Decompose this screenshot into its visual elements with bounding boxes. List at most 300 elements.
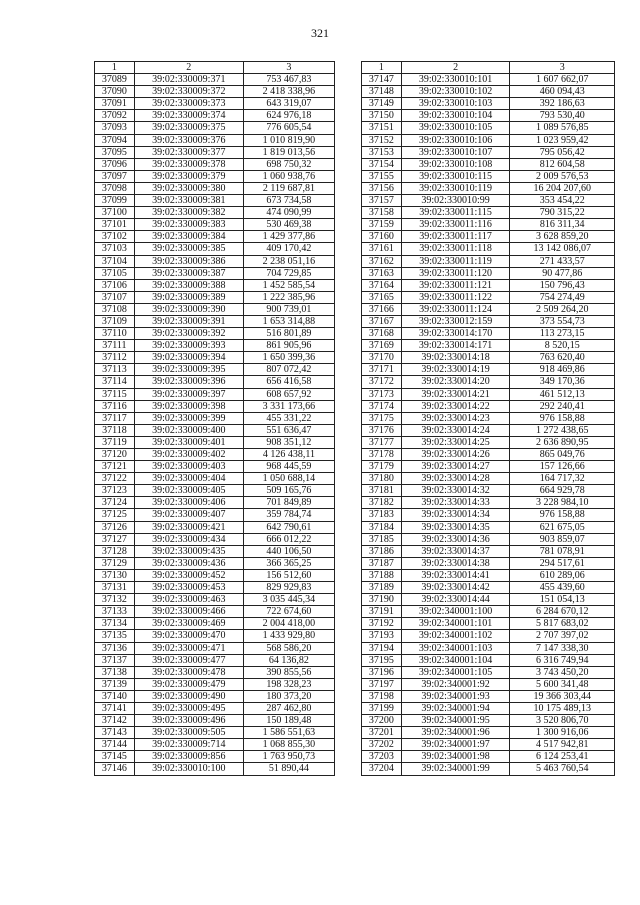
row-number-cell: 37136: [95, 642, 135, 654]
value-cell: 150 189,48: [243, 715, 334, 727]
value-cell: 5 600 341,48: [510, 678, 615, 690]
value-cell: 3 520 806,70: [510, 715, 615, 727]
cadastral-number-cell: 39:02:330009:407: [134, 509, 243, 521]
cadastral-number-cell: 39:02:330010:119: [401, 182, 510, 194]
cadastral-number-cell: 39:02:330010:104: [401, 110, 510, 122]
row-number-cell: 37109: [95, 315, 135, 327]
table-row: [95, 594, 335, 606]
value-cell: 698 750,32: [243, 158, 334, 170]
table-row: [95, 606, 335, 618]
value-cell: 13 142 086,07: [510, 243, 615, 255]
value-cell: 390 855,56: [243, 666, 334, 678]
cadastral-number-cell: 39:02:330014:41: [401, 569, 510, 581]
cadastral-number-cell: 39:02:330009:396: [134, 376, 243, 388]
table-row: [362, 582, 615, 594]
value-cell: 1 653 314,88: [243, 315, 334, 327]
cadastral-number-cell: 39:02:330014:27: [401, 461, 510, 473]
cadastral-number-cell: 39:02:330009:505: [134, 727, 243, 739]
value-cell: 776 605,54: [243, 122, 334, 134]
cadastral-number-cell: 39:02:330010:100: [134, 763, 243, 775]
table-row: [95, 630, 335, 642]
table-row: [362, 630, 615, 642]
row-number-cell: 37133: [95, 606, 135, 618]
row-number-cell: 37102: [95, 231, 135, 243]
cadastral-number-cell: 39:02:330014:25: [401, 436, 510, 448]
table-row: [362, 219, 615, 231]
cadastral-number-cell: 39:02:330009:466: [134, 606, 243, 618]
value-cell: 409 170,42: [243, 243, 334, 255]
row-number-cell: 37115: [95, 388, 135, 400]
cadastral-number-cell: 39:02:340001:102: [401, 630, 510, 642]
cadastral-number-cell: 39:02:330010:106: [401, 134, 510, 146]
cadastral-number-cell: 39:02:330009:403: [134, 461, 243, 473]
value-cell: 673 734,58: [243, 195, 334, 207]
cadastral-number-cell: 39:02:330010:99: [401, 195, 510, 207]
table-row: [362, 267, 615, 279]
row-number-cell: 37171: [362, 364, 402, 376]
row-number-cell: 37112: [95, 352, 135, 364]
column-header-2: 2: [134, 62, 243, 74]
cadastral-number-cell: 39:02:330009:490: [134, 690, 243, 702]
left-table-body: [95, 74, 335, 775]
right-table-body: [362, 74, 615, 775]
value-cell: 1 433 929,80: [243, 630, 334, 642]
table-header-row: [95, 62, 335, 74]
row-number-cell: 37114: [95, 376, 135, 388]
cadastral-number-cell: 39:02:330009:397: [134, 388, 243, 400]
table-row: [95, 715, 335, 727]
value-cell: 1 650 399,36: [243, 352, 334, 364]
value-cell: 1 452 585,54: [243, 279, 334, 291]
cadastral-number-cell: 39:02:330014:21: [401, 388, 510, 400]
value-cell: 461 512,13: [510, 388, 615, 400]
row-number-cell: 37099: [95, 195, 135, 207]
table-row: [95, 207, 335, 219]
cadastral-number-cell: 39:02:330009:496: [134, 715, 243, 727]
table-row: [95, 219, 335, 231]
row-number-cell: 37152: [362, 134, 402, 146]
value-cell: 807 072,42: [243, 364, 334, 376]
table-row: [95, 315, 335, 327]
cadastral-number-cell: 39:02:330014:23: [401, 412, 510, 424]
cadastral-number-cell: 39:02:330014:32: [401, 485, 510, 497]
row-number-cell: 37156: [362, 182, 402, 194]
cadastral-number-cell: 39:02:330009:405: [134, 485, 243, 497]
table-row: [95, 582, 335, 594]
cadastral-number-cell: 39:02:340001:97: [401, 739, 510, 751]
row-number-cell: 37121: [95, 461, 135, 473]
cadastral-number-cell: 39:02:330011:124: [401, 303, 510, 315]
row-number-cell: 37154: [362, 158, 402, 170]
value-cell: 903 859,07: [510, 533, 615, 545]
cadastral-number-cell: 39:02:330011:122: [401, 291, 510, 303]
table-row: [95, 412, 335, 424]
table-row: [95, 618, 335, 630]
row-number-cell: 37140: [95, 690, 135, 702]
row-number-cell: 37181: [362, 485, 402, 497]
row-number-cell: 37198: [362, 690, 402, 702]
value-cell: 2 119 687,81: [243, 182, 334, 194]
row-number-cell: 37147: [362, 74, 402, 86]
cadastral-number-cell: 39:02:330009:383: [134, 219, 243, 231]
value-cell: 918 469,86: [510, 364, 615, 376]
cadastral-number-cell: 39:02:330010:101: [401, 74, 510, 86]
row-number-cell: 37139: [95, 678, 135, 690]
row-number-cell: 37107: [95, 291, 135, 303]
table-row: [362, 739, 615, 751]
value-cell: 440 106,50: [243, 545, 334, 557]
value-cell: 753 467,83: [243, 74, 334, 86]
table-row: [95, 545, 335, 557]
value-cell: 164 717,32: [510, 473, 615, 485]
table-row: [362, 666, 615, 678]
cadastral-number-cell: 39:02:330009:385: [134, 243, 243, 255]
table-row: [95, 763, 335, 775]
value-cell: 763 620,40: [510, 352, 615, 364]
value-cell: 10 175 489,13: [510, 702, 615, 714]
value-cell: 1 607 662,07: [510, 74, 615, 86]
table-row: [362, 485, 615, 497]
value-cell: 455 331,22: [243, 412, 334, 424]
row-number-cell: 37169: [362, 340, 402, 352]
table-row: [95, 134, 335, 146]
cadastral-number-cell: 39:02:330009:479: [134, 678, 243, 690]
value-cell: 3 743 450,20: [510, 666, 615, 678]
table-row: [95, 666, 335, 678]
table-row: [362, 340, 615, 352]
row-number-cell: 37098: [95, 182, 135, 194]
value-cell: 156 512,60: [243, 569, 334, 581]
table-row: [362, 352, 615, 364]
row-number-cell: 37173: [362, 388, 402, 400]
table-row: [95, 751, 335, 763]
cadastral-number-cell: 39:02:330009:463: [134, 594, 243, 606]
value-cell: 292 240,41: [510, 400, 615, 412]
row-number-cell: 37135: [95, 630, 135, 642]
value-cell: 349 170,36: [510, 376, 615, 388]
table-row: [362, 255, 615, 267]
row-number-cell: 37131: [95, 582, 135, 594]
table-row: [362, 715, 615, 727]
value-cell: 1 763 950,73: [243, 751, 334, 763]
value-cell: 608 657,92: [243, 388, 334, 400]
cadastral-number-cell: 39:02:330009:376: [134, 134, 243, 146]
cadastral-number-cell: 39:02:330011:118: [401, 243, 510, 255]
cadastral-number-cell: 39:02:340001:98: [401, 751, 510, 763]
value-cell: 2 509 264,20: [510, 303, 615, 315]
row-number-cell: 37196: [362, 666, 402, 678]
value-cell: 1 023 959,42: [510, 134, 615, 146]
value-cell: 287 462,80: [243, 702, 334, 714]
table-row: [95, 376, 335, 388]
cadastral-number-cell: 39:02:330011:115: [401, 207, 510, 219]
row-number-cell: 37155: [362, 170, 402, 182]
row-number-cell: 37110: [95, 328, 135, 340]
table-row: [362, 195, 615, 207]
row-number-cell: 37191: [362, 606, 402, 618]
row-number-cell: 37157: [362, 195, 402, 207]
row-number-cell: 37150: [362, 110, 402, 122]
cadastral-number-cell: 39:02:330009:478: [134, 666, 243, 678]
table-row: [362, 158, 615, 170]
value-cell: 366 365,25: [243, 557, 334, 569]
row-number-cell: 37093: [95, 122, 135, 134]
cadastral-number-cell: 39:02:330014:42: [401, 582, 510, 594]
row-number-cell: 37129: [95, 557, 135, 569]
row-number-cell: 37097: [95, 170, 135, 182]
value-cell: 900 739,01: [243, 303, 334, 315]
table-row: [362, 231, 615, 243]
table-row: [95, 291, 335, 303]
right-data-table: [361, 61, 615, 776]
table-row: [95, 642, 335, 654]
table-row: [95, 702, 335, 714]
cadastral-number-cell: 39:02:330011:116: [401, 219, 510, 231]
value-cell: 1 010 819,90: [243, 134, 334, 146]
cadastral-number-cell: 39:02:330014:18: [401, 352, 510, 364]
value-cell: 113 273,15: [510, 328, 615, 340]
cadastral-number-cell: 39:02:330009:400: [134, 424, 243, 436]
table-row: [362, 473, 615, 485]
row-number-cell: 37187: [362, 557, 402, 569]
table-row: [95, 158, 335, 170]
column-header-2: 2: [401, 62, 510, 74]
value-cell: 6 316 749,94: [510, 654, 615, 666]
value-cell: 516 801,89: [243, 328, 334, 340]
table-row: [362, 291, 615, 303]
cadastral-number-cell: 39:02:330009:856: [134, 751, 243, 763]
table-row: [362, 86, 615, 98]
table-row: [95, 231, 335, 243]
table-row: [95, 533, 335, 545]
row-number-cell: 37143: [95, 727, 135, 739]
table-row: [362, 182, 615, 194]
table-row: [362, 557, 615, 569]
cadastral-number-cell: 39:02:330009:471: [134, 642, 243, 654]
value-cell: 294 517,61: [510, 557, 615, 569]
cadastral-number-cell: 39:02:330014:35: [401, 521, 510, 533]
row-number-cell: 37103: [95, 243, 135, 255]
value-cell: 5 463 760,54: [510, 763, 615, 775]
table-row: [362, 436, 615, 448]
value-cell: 2 707 397,02: [510, 630, 615, 642]
value-cell: 865 049,76: [510, 449, 615, 461]
value-cell: 6 284 670,12: [510, 606, 615, 618]
cadastral-number-cell: 39:02:330009:477: [134, 654, 243, 666]
row-number-cell: 37138: [95, 666, 135, 678]
cadastral-number-cell: 39:02:330014:171: [401, 340, 510, 352]
value-cell: 6 124 253,41: [510, 751, 615, 763]
cadastral-number-cell: 39:02:330009:394: [134, 352, 243, 364]
value-cell: 1 060 938,76: [243, 170, 334, 182]
value-cell: 2 009 576,53: [510, 170, 615, 182]
table-row: [362, 376, 615, 388]
table-row: [95, 690, 335, 702]
row-number-cell: 37193: [362, 630, 402, 642]
value-cell: 198 328,23: [243, 678, 334, 690]
row-number-cell: 37178: [362, 449, 402, 461]
cadastral-number-cell: 39:02:340001:94: [401, 702, 510, 714]
cadastral-number-cell: 39:02:330009:436: [134, 557, 243, 569]
cadastral-number-cell: 39:02:330014:20: [401, 376, 510, 388]
value-cell: 1 586 551,63: [243, 727, 334, 739]
table-row: [95, 497, 335, 509]
value-cell: 829 929,83: [243, 582, 334, 594]
row-number-cell: 37117: [95, 412, 135, 424]
table-row: [362, 328, 615, 340]
table-row: [95, 739, 335, 751]
cadastral-number-cell: 39:02:330014:24: [401, 424, 510, 436]
row-number-cell: 37160: [362, 231, 402, 243]
cadastral-number-cell: 39:02:330009:382: [134, 207, 243, 219]
table-row: [362, 303, 615, 315]
value-cell: 1 300 916,06: [510, 727, 615, 739]
table-row: [95, 243, 335, 255]
value-cell: 610 289,06: [510, 569, 615, 581]
value-cell: 664 929,78: [510, 485, 615, 497]
cadastral-number-cell: 39:02:340001:95: [401, 715, 510, 727]
value-cell: 530 469,38: [243, 219, 334, 231]
table-row: [362, 74, 615, 86]
table-row: [362, 751, 615, 763]
value-cell: 151 054,13: [510, 594, 615, 606]
cadastral-number-cell: 39:02:330014:38: [401, 557, 510, 569]
row-number-cell: 37153: [362, 146, 402, 158]
table-row: [95, 509, 335, 521]
row-number-cell: 37164: [362, 279, 402, 291]
table-row: [362, 110, 615, 122]
row-number-cell: 37192: [362, 618, 402, 630]
table-row: [362, 98, 615, 110]
value-cell: 3 628 859,20: [510, 231, 615, 243]
value-cell: 3 228 984,10: [510, 497, 615, 509]
value-cell: 704 729,85: [243, 267, 334, 279]
table-row: [362, 678, 615, 690]
row-number-cell: 37204: [362, 763, 402, 775]
cadastral-number-cell: 39:02:330009:373: [134, 98, 243, 110]
table-row: [95, 364, 335, 376]
row-number-cell: 37179: [362, 461, 402, 473]
table-row: [95, 569, 335, 581]
table-row: [95, 436, 335, 448]
cadastral-number-cell: 39:02:330009:402: [134, 449, 243, 461]
cadastral-number-cell: 39:02:330009:714: [134, 739, 243, 751]
table-row: [362, 533, 615, 545]
table-row: [362, 388, 615, 400]
cadastral-number-cell: 39:02:330011:120: [401, 267, 510, 279]
cadastral-number-cell: 39:02:330014:26: [401, 449, 510, 461]
value-cell: 816 311,34: [510, 219, 615, 231]
table-row: [362, 243, 615, 255]
table-row: [95, 146, 335, 158]
row-number-cell: 37113: [95, 364, 135, 376]
row-number-cell: 37123: [95, 485, 135, 497]
row-number-cell: 37201: [362, 727, 402, 739]
cadastral-number-cell: 39:02:330011:117: [401, 231, 510, 243]
row-number-cell: 37174: [362, 400, 402, 412]
value-cell: 392 186,63: [510, 98, 615, 110]
table-row: [362, 412, 615, 424]
table-row: [95, 400, 335, 412]
row-number-cell: 37177: [362, 436, 402, 448]
table-row: [362, 654, 615, 666]
row-number-cell: 37202: [362, 739, 402, 751]
cadastral-number-cell: 39:02:330014:170: [401, 328, 510, 340]
table-row: [95, 255, 335, 267]
value-cell: 861 905,96: [243, 340, 334, 352]
value-cell: 460 094,43: [510, 86, 615, 98]
table-row: [95, 195, 335, 207]
value-cell: 795 056,42: [510, 146, 615, 158]
value-cell: 790 315,22: [510, 207, 615, 219]
value-cell: 4 517 942,81: [510, 739, 615, 751]
row-number-cell: 37167: [362, 315, 402, 327]
cadastral-number-cell: 39:02:340001:92: [401, 678, 510, 690]
cadastral-number-cell: 39:02:330009:389: [134, 291, 243, 303]
table-row: [362, 461, 615, 473]
value-cell: 793 530,40: [510, 110, 615, 122]
cadastral-number-cell: 39:02:330009:452: [134, 569, 243, 581]
row-number-cell: 37105: [95, 267, 135, 279]
column-header-1: 1: [95, 62, 135, 74]
cadastral-number-cell: 39:02:330009:399: [134, 412, 243, 424]
value-cell: 2 238 051,16: [243, 255, 334, 267]
table-header-row: [362, 62, 615, 74]
table-row: [362, 569, 615, 581]
cadastral-number-cell: 39:02:330009:375: [134, 122, 243, 134]
row-number-cell: 37096: [95, 158, 135, 170]
table-row: [95, 678, 335, 690]
value-cell: 7 147 338,30: [510, 642, 615, 654]
value-cell: 2 418 338,96: [243, 86, 334, 98]
table-row: [95, 110, 335, 122]
value-cell: 1 089 576,85: [510, 122, 615, 134]
cadastral-number-cell: 39:02:330010:102: [401, 86, 510, 98]
table-row: [362, 364, 615, 376]
table-row: [95, 557, 335, 569]
cadastral-number-cell: 39:02:330009:469: [134, 618, 243, 630]
table-row: [362, 509, 615, 521]
cadastral-number-cell: 39:02:330010:115: [401, 170, 510, 182]
value-cell: 2 004 418,00: [243, 618, 334, 630]
cadastral-number-cell: 39:02:330014:28: [401, 473, 510, 485]
table-row: [362, 545, 615, 557]
cadastral-number-cell: 39:02:340001:101: [401, 618, 510, 630]
row-number-cell: 37190: [362, 594, 402, 606]
cadastral-number-cell: 39:02:340001:104: [401, 654, 510, 666]
row-number-cell: 37116: [95, 400, 135, 412]
table-row: [95, 461, 335, 473]
row-number-cell: 37199: [362, 702, 402, 714]
row-number-cell: 37159: [362, 219, 402, 231]
value-cell: 8 520,15: [510, 340, 615, 352]
row-number-cell: 37166: [362, 303, 402, 315]
cadastral-number-cell: 39:02:330010:105: [401, 122, 510, 134]
table-row: [362, 521, 615, 533]
table-row: [362, 449, 615, 461]
row-number-cell: 37170: [362, 352, 402, 364]
cadastral-number-cell: 39:02:330009:391: [134, 315, 243, 327]
row-number-cell: 37111: [95, 340, 135, 352]
table-row: [362, 727, 615, 739]
cadastral-number-cell: 39:02:330009:378: [134, 158, 243, 170]
row-number-cell: 37122: [95, 473, 135, 485]
table-row: [362, 170, 615, 182]
value-cell: 5 817 683,02: [510, 618, 615, 630]
cadastral-number-cell: 39:02:330014:33: [401, 497, 510, 509]
table-row: [95, 170, 335, 182]
value-cell: 968 445,59: [243, 461, 334, 473]
